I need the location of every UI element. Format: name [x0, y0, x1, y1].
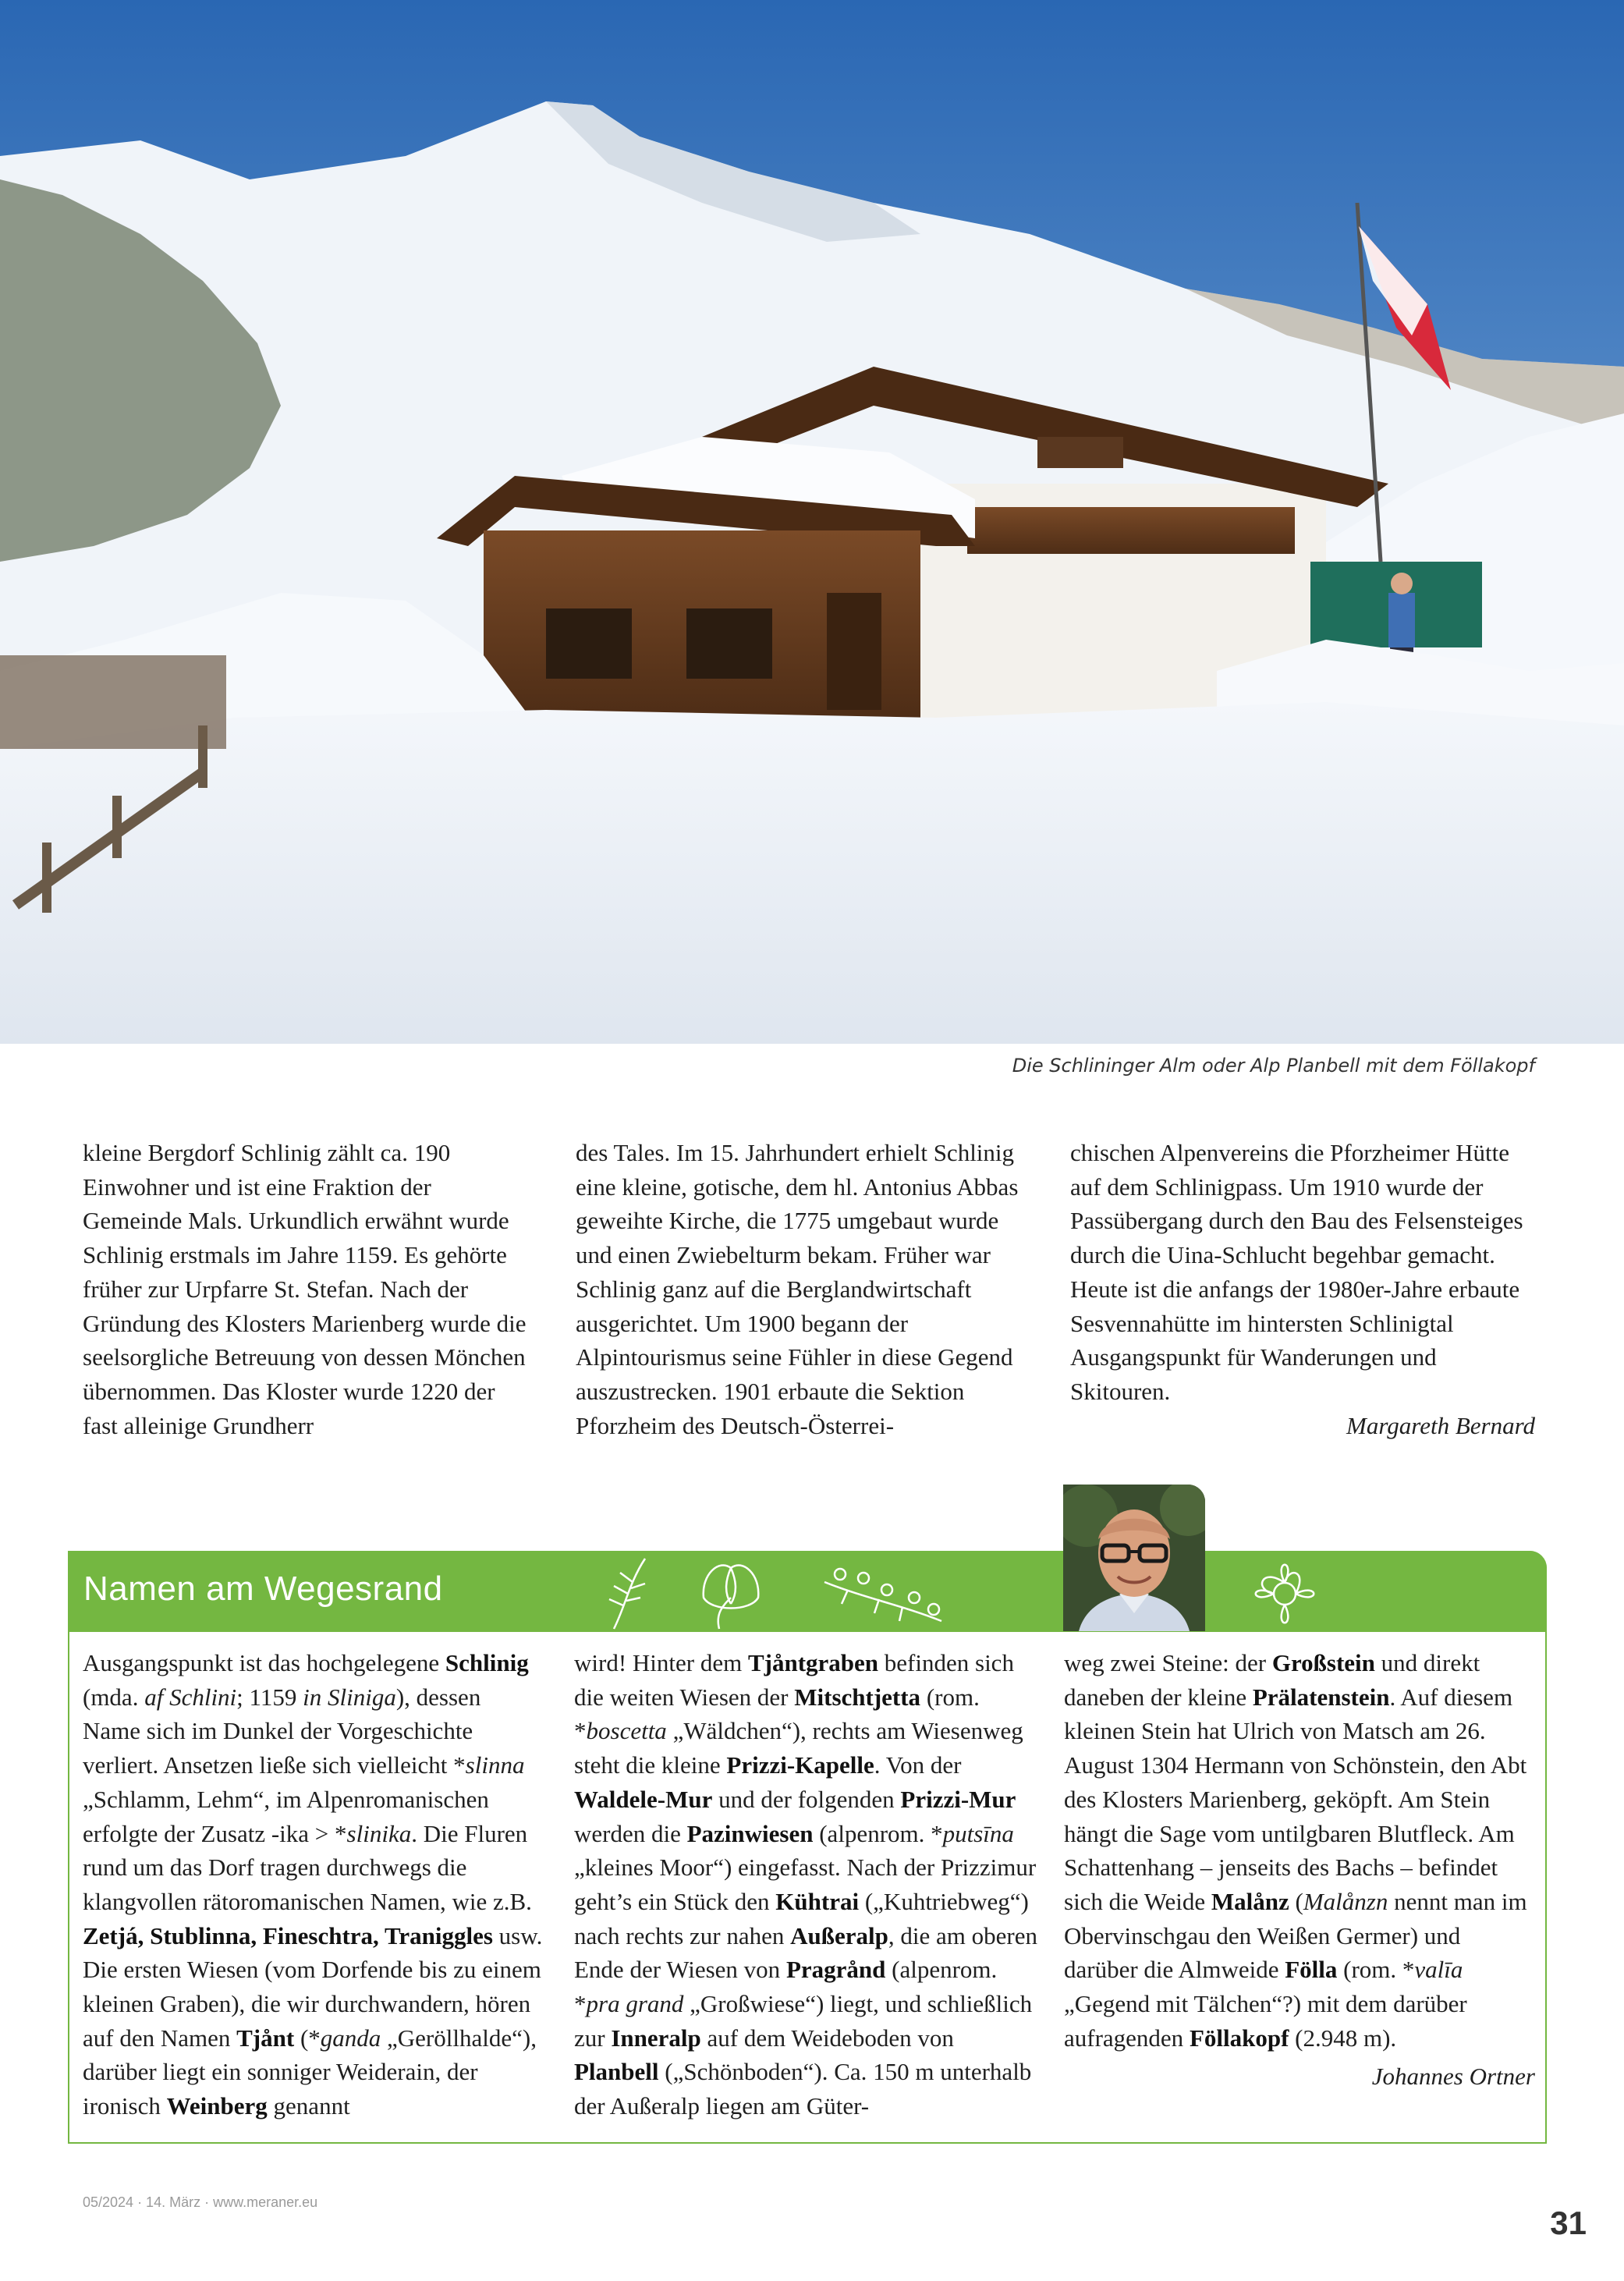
- italic-term: putsīna: [942, 1819, 1014, 1847]
- text-run: usw. Die ersten Wiesen (vom Dorfende bis zu einem kleinen Graben), die wir durchwandern, hören auf den Namen: [83, 1921, 543, 2052]
- names-text-1: [83, 1646, 544, 2123]
- author-portrait: [1063, 1485, 1205, 1631]
- text-run: (: [1289, 1887, 1303, 1915]
- bold-term: Fölla: [1285, 1956, 1338, 1984]
- article-text: kleine Bergdorf Schlinig zählt ca. 190 Einwohner und ist eine Fraktion der Gemeinde Mals. Urkundlich erwähnt wurde Schlinig erstmals im Jahre 1159. Es gehörte früher zur Urpfarre St. Stefan. Nach der Gründung des Klosters Marienberg wurde die seelsorgliche Betreuung von dessen Mönchen übernommen. Das Kloster wurde 1220 der fast alleinige Grundherr: [83, 1139, 527, 1439]
- italic-term: Malånzn: [1303, 1887, 1388, 1915]
- bold-term: Pazinwiesen: [686, 1819, 814, 1847]
- italic-term: slinika: [346, 1819, 412, 1847]
- text-run: (rom. *: [574, 1683, 980, 1745]
- italic-term: af Schlini: [144, 1683, 237, 1711]
- text-run: weg zwei Steine: der: [1064, 1649, 1272, 1676]
- text-run: (rom. *: [1337, 1956, 1415, 1984]
- text-run: , die am oberen Ende der Wiesen von: [574, 1921, 1037, 1984]
- italic-term: ganda: [320, 2024, 381, 2052]
- footer-issue: 05/2024 · 14. März · www.meraner.eu: [83, 2194, 318, 2210]
- avatar: [1063, 1485, 1205, 1631]
- italic-term: boscetta: [586, 1717, 667, 1745]
- bold-term: Kühtrai: [775, 1887, 860, 1915]
- names-box-header: [68, 1551, 1547, 1632]
- text-run: „Wäldchen“), rechts am Wiesenweg steht die kleine: [574, 1717, 1023, 1779]
- flower-ornaments-icon: [68, 1551, 1547, 1632]
- bold-term: Föllakopf: [1189, 2024, 1289, 2052]
- text-run: „Geröllhalde“), darüber liegt ein sonniger Weiderain, der ironisch: [83, 2024, 537, 2120]
- bold-term: Prizzi-Kapelle: [726, 1751, 874, 1779]
- italic-term: slinna: [465, 1751, 525, 1779]
- names-author: Johannes Ortner: [1371, 2063, 1535, 2091]
- text-run: . Auf diesem kleinen Stein hat Ulrich von Matsch am 26. August 1304 Hermann von Schönstein, den Abt des Klosters Marienberg, geköpft. Am Stein hängt die Sage vom untilgbaren Blutfleck. Am Schattenhang – jenseits des Bachs – befindet sich die Weide: [1064, 1683, 1527, 1915]
- photo-scene: [0, 0, 1624, 1044]
- hut-photo: [0, 0, 1624, 1044]
- bold-term: Waldele-Mur: [574, 1785, 713, 1813]
- names-text-3: [1064, 1646, 1535, 2055]
- bold-term: Inneralp: [611, 2024, 701, 2052]
- text-run: (mda.: [83, 1683, 145, 1711]
- text-run: wird! Hinter dem: [574, 1649, 748, 1676]
- article-column-3: [1070, 1136, 1535, 1442]
- article-column-2: [576, 1136, 1039, 1442]
- text-run: („Schönboden“). Ca. 150 m unterhalb der Außeralp liegen am Güter-: [574, 2058, 1032, 2120]
- page-number: 31: [1550, 2205, 1587, 2241]
- article-author: Margareth Bernard: [1346, 1411, 1535, 1439]
- text-run: (2.948 m).: [1289, 2024, 1397, 2052]
- names-column-2: [574, 1646, 1041, 2123]
- bold-term: Außeralp: [790, 1921, 888, 1949]
- text-run: nennt man im Obervinschgau den Weißen Germer) und darüber die Almweide: [1064, 1887, 1527, 1984]
- article-text: des Tales. Im 15. Jahrhundert erhielt Schlinig eine kleine, gotische, dem hl. Antonius Abbas geweihte Kirche, die 1775 umgebaut wurde und einen Zwiebelturm bekam. Früher war Schlinig ganz auf die Berglandwirtschaft ausgerichtet. Um 1900 begann der Alpintourismus seine Fühler in diese Gegend auszustrecken. 1901 erbaute die Sektion Pforzheim des Deutsch-Österrei-: [576, 1139, 1019, 1439]
- bold-term: Tjåntgraben: [747, 1649, 879, 1676]
- bold-term: Prälatenstein: [1252, 1683, 1390, 1711]
- bold-term: Zetjá, Stublinna, Fineschtra, Traniggles: [83, 1921, 493, 1949]
- italic-term: in Sliniga: [303, 1683, 396, 1711]
- text-run: „Großwiese“) liegt, und schließlich zur: [574, 1990, 1033, 2052]
- names-column-3: [1064, 1646, 1535, 2094]
- text-run: werden die: [574, 1819, 687, 1847]
- text-run: Ausgangspunkt ist das hochgelegene: [83, 1649, 445, 1676]
- italic-term: pra grand: [586, 1990, 684, 2018]
- italic-term: valīa: [1414, 1956, 1463, 1984]
- text-run: („Kuhtriebweg“) nach rechts zur nahen: [574, 1887, 1029, 1949]
- bold-term: Mitschtjetta: [794, 1683, 921, 1711]
- photo-caption: Die Schlininger Alm oder Alp Planbell mit dem Föllakopf: [1012, 1055, 1535, 1077]
- names-text-2: [574, 1646, 1041, 2123]
- text-run: (alpenrom. *: [813, 1819, 943, 1847]
- names-box-title: Namen am Wegesrand: [83, 1570, 443, 1608]
- bold-term: Tjånt: [236, 2024, 295, 2052]
- text-run: „Schlamm, Lehm“, im Alpenromanischen erfolgte der Zusatz -ika > *: [83, 1785, 489, 1847]
- text-run: ; 1159: [236, 1683, 303, 1711]
- article-text: chischen Alpenvereins die Pforzheimer Hütte auf dem Schlinigpass. Um 1910 wurde der Passübergang durch den Bau des Felsensteiges durch die Uina-Schlucht begehbar gemacht. Heute ist die anfangs der 1980er-Jahre erbaute Sesvennahütte im hintersten Schlinigtal Ausgangspunkt für Wanderungen und Skitouren.: [1070, 1139, 1523, 1405]
- text-run: ), dessen Name sich im Dunkel der Vorgeschichte verliert. Ansetzen ließe sich vielleicht *: [83, 1683, 481, 1779]
- bold-term: Pragrånd: [785, 1956, 886, 1984]
- text-run: und direkt daneben der kleine: [1064, 1649, 1480, 1711]
- bold-term: Prizzi-Mur: [900, 1785, 1016, 1813]
- text-run: . Von der: [874, 1751, 962, 1779]
- text-run: (*: [294, 2024, 321, 2052]
- text-run: und der folgenden: [712, 1785, 901, 1813]
- text-run: befinden sich die weiten Wiesen der: [574, 1649, 1014, 1711]
- bold-term: Planbell: [574, 2058, 659, 2086]
- text-run: „kleines Moor“) eingefasst. Nach der Prizzimur geht’s ein Stück den: [574, 1854, 1037, 1915]
- bold-term: Großstein: [1271, 1649, 1375, 1676]
- bold-term: Weinberg: [166, 2092, 268, 2120]
- text-run: . Die Fluren rund um das Dorf tragen durchwegs die klangvollen rätoromanischen Namen, wie z.B.: [83, 1819, 532, 1915]
- text-run: „Gegend mit Tälchen“?) mit dem darüber aufragenden: [1064, 1990, 1467, 2052]
- bold-term: Malånz: [1211, 1887, 1289, 1915]
- text-run: auf dem Weideboden von: [700, 2024, 954, 2052]
- text-run: (alpenrom. *: [574, 1956, 998, 2018]
- text-run: genannt: [267, 2092, 350, 2120]
- article-column-1: [83, 1136, 532, 1442]
- names-column-1: [83, 1646, 544, 2123]
- bold-term: Schlinig: [445, 1649, 529, 1676]
